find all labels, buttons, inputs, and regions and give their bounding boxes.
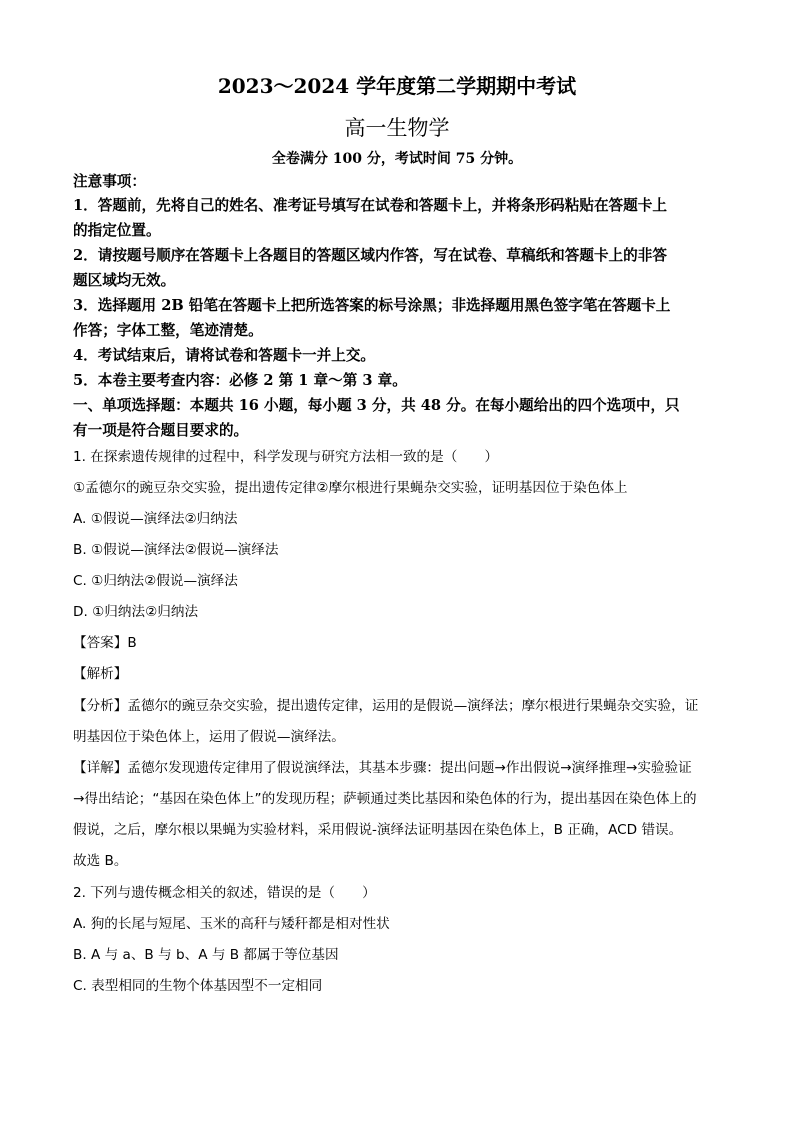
detail-line: 故选 B。 xyxy=(73,853,128,869)
notice-line: 1．答题前，先将自己的姓名、准考证号填写在试卷和答题卡上，并将条形码粘贴在答题卡上 xyxy=(73,197,667,214)
notice-line: 作答；字体工整，笔迹清楚。 xyxy=(73,322,263,339)
section-heading: 有一项是符合题目要求的。 xyxy=(73,422,249,439)
analysis-line: 【分析】孟德尔的豌豆杂交实验，提出遗传定律，运用的是假说—演绎法；摩尔根进行果蝇杂交实验，证 xyxy=(73,698,699,714)
detail-line: 假说，之后，摩尔根以果蝇为实验材料，采用假说-演绎法证明基因在染色体上，B 正确，ACD 错误。 xyxy=(73,822,683,838)
detail-line: 【详解】孟德尔发现遗传定律用了假说演绎法，其基本步骤：提出问题→作出假说→演绎推理→实验验证 xyxy=(73,760,692,776)
question-stem: 2. 下列与遗传概念相关的叙述，错误的是（ ） xyxy=(73,885,376,901)
option-c: C. ①归纳法②假说—演绎法 xyxy=(73,573,238,589)
notice-line: 4．考试结束后，请将试卷和答题卡一并上交。 xyxy=(73,347,376,364)
notice-line: 题区域均无效。 xyxy=(73,272,176,289)
question-context: ①孟德尔的豌豆杂交实验，提出遗传定律②摩尔根进行果蝇杂交实验，证明基因位于染色体上 xyxy=(73,480,628,496)
exam-title: 2023～2024 学年度第二学期期中考试 xyxy=(217,74,577,98)
notice-line: 5．本卷主要考查内容：必修 2 第 1 章～第 3 章。 xyxy=(73,372,407,389)
option-c: C. 表型相同的生物个体基因型不一定相同 xyxy=(73,978,323,994)
exam-info: 全卷满分 100 分，考试时间 75 分钟。 xyxy=(271,151,523,167)
notice-line: 的指定位置。 xyxy=(73,222,161,239)
question-stem: 1. 在探索遗传规律的过程中，科学发现与研究方法相一致的是（ ） xyxy=(73,449,499,465)
notice-heading: 注意事项： xyxy=(73,173,146,190)
answer-label: 【答案】B xyxy=(73,635,137,651)
option-d: D. ①归纳法②归纳法 xyxy=(73,604,199,620)
notice-line: 3．选择题用 2B 铅笔在答题卡上把所选答案的标号涂黑；非选择题用黑色签字笔在答题卡上 xyxy=(73,297,671,314)
section-heading: 一、单项选择题：本题共 16 小题，每小题 3 分，共 48 分。在每小题给出的四个选项中，只 xyxy=(73,397,680,414)
subject-title: 高一生物学 xyxy=(344,116,450,140)
notice-line: 2．请按题号顺序在答题卡上各题目的答题区域内作答，写在试卷、草稿纸和答题卡上的非答 xyxy=(73,247,667,264)
detail-line: →得出结论；“基因在染色体上”的发现历程；萨顿通过类比基因和染色体的行为，提出基因在染色体上的 xyxy=(73,791,697,807)
option-a: A. 狗的长尾与短尾、玉米的高秆与矮秆都是相对性状 xyxy=(73,916,390,932)
option-b: B. ①假说—演绎法②假说—演绎法 xyxy=(73,542,279,558)
option-a: A. ①假说—演绎法②归纳法 xyxy=(73,511,238,527)
analysis-line: 明基因位于染色体上，运用了假说—演绎法。 xyxy=(73,729,345,745)
analysis-heading: 【解析】 xyxy=(73,666,128,682)
option-b: B. A 与 a、B 与 b、A 与 B 都属于等位基因 xyxy=(73,947,339,963)
